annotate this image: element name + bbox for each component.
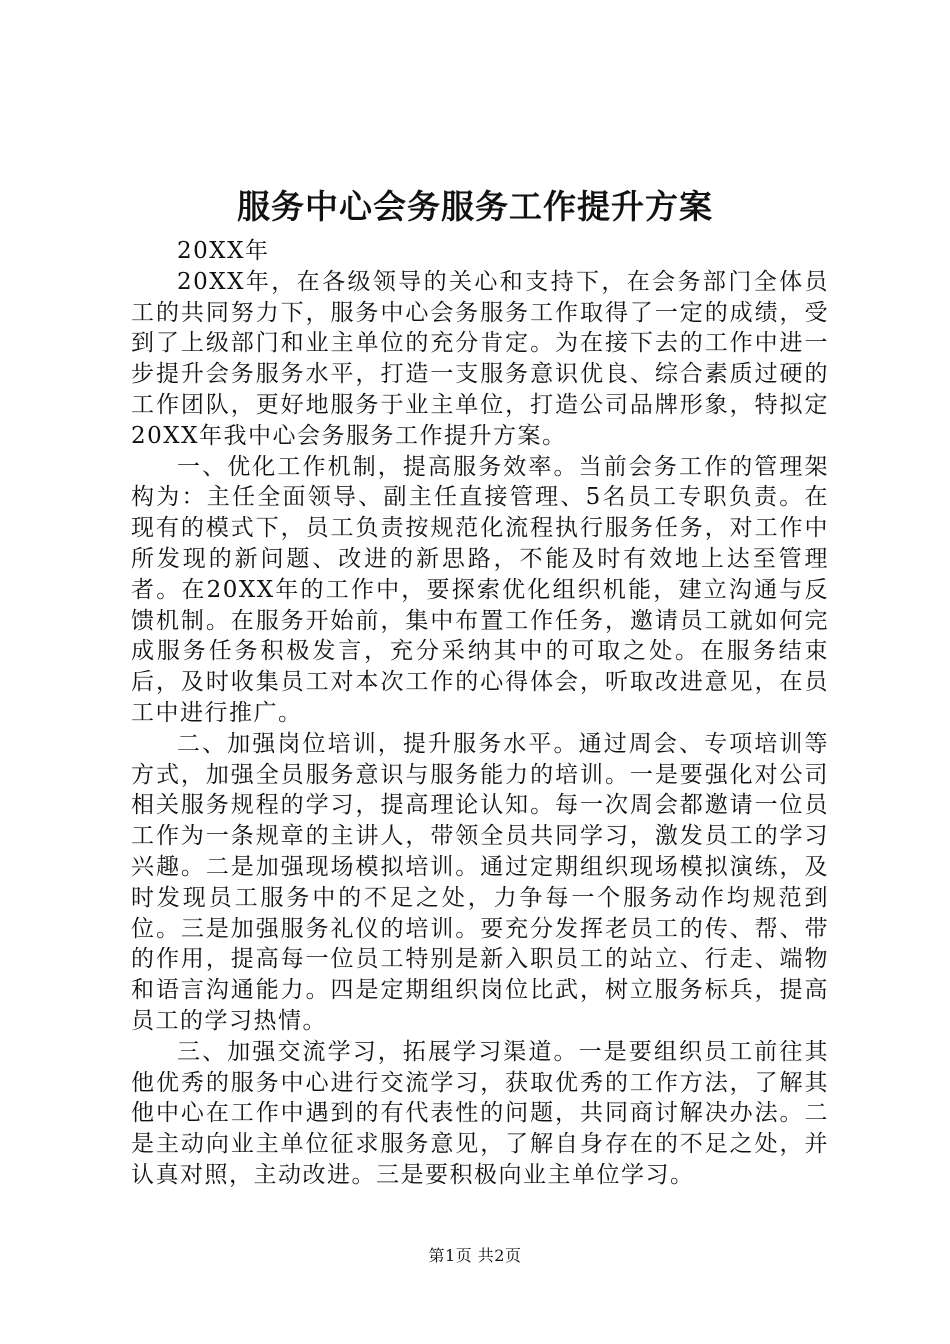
section-two-paragraph: 二、加强岗位培训，提升服务水平。通过周会、专项培训等方式，加强全员服务意识与服务能力的培训。一是要强化对公司相关服务规程的学习，提高理论认知。每一次周会都邀请一位员工作为一条规章的主讲人，带领全员共同学习，激发员工的学习兴趣。二是加强现场模拟培训。通过定期组织现场模拟演练，及时发现员工服务中的不足之处，力争每一个服务动作均规范到位。三是加强服务礼仪的培训。要充分发挥老员工的传、帮、带的作用，提高每一位员工特别是新入职员工的站立、行走、端物和语言沟通能力。四是定期组织岗位比武，树立服务标兵，提高员工的学习热情。 <box>131 730 829 1034</box>
section-three-paragraph: 三、加强交流学习，拓展学习渠道。一是要组织员工前往其他优秀的服务中心进行交流学习，获取优秀的工作方法，了解其他中心在工作中遇到的有代表性的问题，共同商讨解决办法。二是主动向业主单位征求服务意见，了解自身存在的不足之处，并认真对照，主动改进。三是要积极向业主单位学习。 <box>131 1038 829 1188</box>
page-number-footer: 第1页 共2页 <box>428 1246 522 1265</box>
section-one-paragraph: 一、优化工作机制，提高服务效率。当前会务工作的管理架构为：主任全面领导、副主任直接管理、5名员工专职负责。在现有的模式下，员工负责按规范化流程执行服务任务，对工作中所发现的新问题、改进的新思路，不能及时有效地上达至管理者。在20XX年的工作中，要探索优化组织机能，建立沟通与反馈机制。在服务开始前，集中布置工作任务，邀请员工就如何完成服务任务积极发言，充分采纳其中的可取之处。在服务结束后，及时收集员工对本次工作的心得体会，听取改进意见，在员工中进行推广。 <box>131 453 829 726</box>
document-title: 服务中心会务服务工作提升方案 <box>237 187 713 226</box>
intro-paragraph: 20XX年，在各级领导的关心和支持下，在会务部门全体员工的共同努力下，服务中心会务服务工作取得了一定的成绩，受到了上级部门和业主单位的充分肯定。为在接下去的工作中进一步提升会务服务水平，打造一支服务意识优良、综合素质过硬的工作团队，更好地服务于业主单位，打造公司品牌形象，特拟定20XX年我中心会务服务工作提升方案。 <box>131 268 829 449</box>
date-line: 20XX年 <box>177 238 270 264</box>
document-body <box>131 236 829 1191</box>
